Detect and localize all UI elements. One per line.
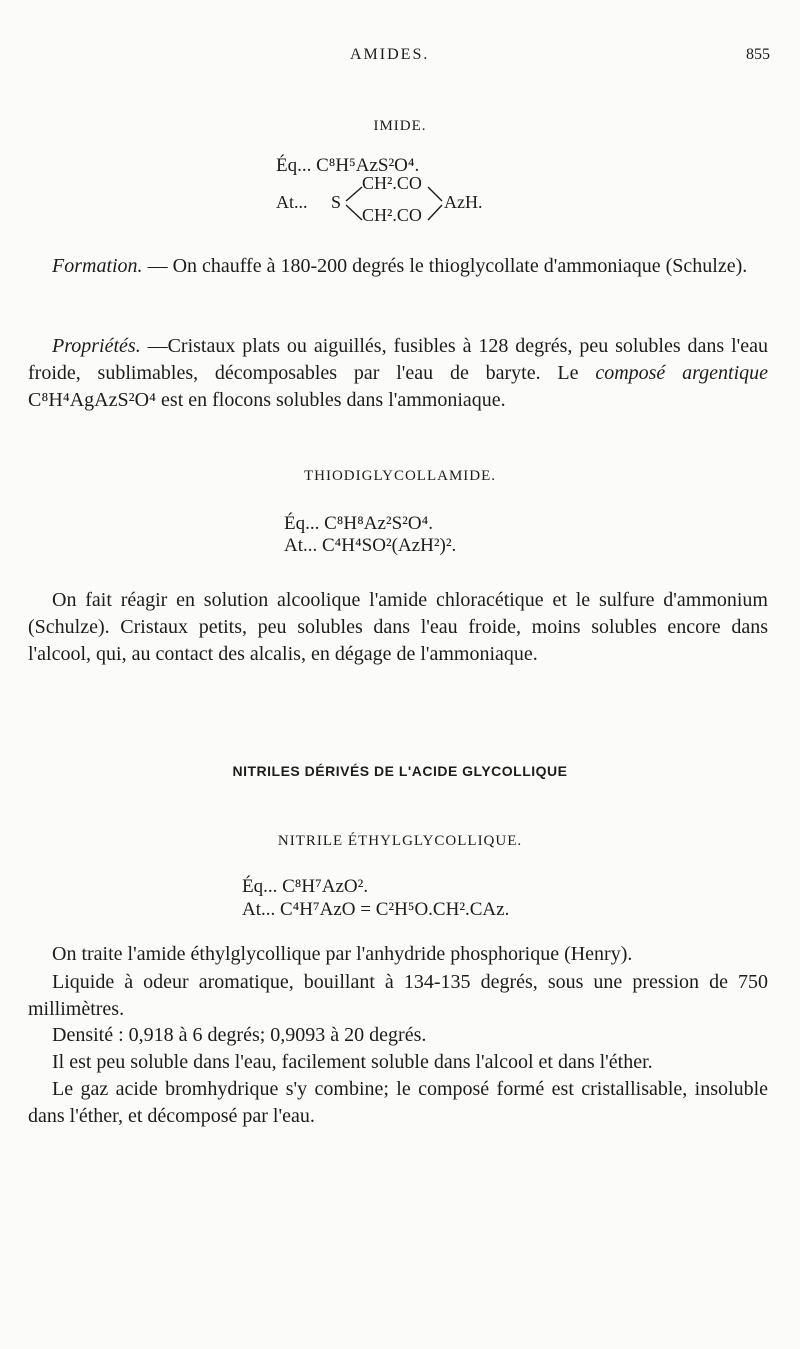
imide-at-structure [276,173,516,227]
page-header [0,46,800,70]
nitrile-paragraph-5: Le gaz acide bromhydrique s'y combine; le composé formé est cristallisable, insoluble dans l'éther, et décomposé par l'eau. [28,1078,768,1127]
eq-formula: C⁸H⁵AzS²O⁴. [316,155,420,176]
eq-label: Éq... [276,155,312,176]
ring-top: CH².CO [362,173,422,193]
thiodi-paragraph: On fait réagir en solution alcoolique l'amide chloracétique et le sulfure d'ammonium (Schulze). Cristaux petits, peu solubles dans l'eau froide, moins solubles encore dans l'alcool, qui, au contact des alcalis, en dégage de l'ammoniaque. [28,589,768,665]
properties-text-a: —Cristaux plats ou aiguillés, fusibles à 128 degrés, peu solubles dans l'eau froide, sublimables, décomposables par l'eau de baryte. Le [28,335,768,384]
thiodi-at-formula [284,535,456,557]
nitrile-paragraph-1: On traite l'amide éthylglycollique par l'anhydride phosphorique (Henry). [52,943,633,965]
thiodiglycollamide-heading: THIODIGLYCOLLAMIDE. [303,468,497,484]
page-number: 855 [746,46,770,63]
nitrile-at-formula [242,899,509,921]
at-label: At... [276,192,308,212]
nitrile-paragraph-4: Il est peu soluble dans l'eau, facilement soluble dans l'alcool et dans l'éther. [52,1051,653,1073]
nitrile-eq-formula [242,876,368,898]
at-formula: C⁴H⁴SO²(AzH²)². [322,535,457,556]
at-label: At... [242,899,276,920]
formation-label: Formation. [52,255,143,277]
at-label: At... [284,535,318,556]
nitrile-paragraph-3: Densité : 0,918 à 6 degrés; 0,9093 à 20 degrés. [52,1024,427,1046]
properties-italic: composé argentique [595,362,769,384]
imide-formation-paragraph [28,253,768,280]
imide-properties-paragraph [28,333,768,414]
properties-text-b: C⁸H⁴AgAzS²O⁴ est en flocons solubles dans l'ammoniaque. [28,389,506,411]
running-title: AMIDES. [350,46,430,63]
formation-text: — On chauffe à 180-200 degrés le thioglycollate d'ammoniaque (Schulze). [142,255,748,277]
ring-end: AzH. [444,192,483,212]
eq-label: Éq... [242,876,278,897]
imide-heading: IMIDE. [373,118,427,134]
sulfur-atom: S [331,192,342,212]
nitrile-heading: NITRILE ÉTHYLGLYCOLLIQUE. [277,833,523,849]
thiodi-eq-formula [284,513,433,535]
eq-formula: C⁸H⁷AzO². [282,876,369,897]
eq-formula: C⁸H⁸Az²S²O⁴. [324,513,433,534]
properties-label: Propriétés. [52,335,141,357]
ring-bottom: CH².CO [362,205,422,225]
section-heading: NITRILES DÉRIVÉS DE L'ACIDE GLYCOLLIQUE [232,763,568,779]
at-formula: C⁴H⁷AzO = C²H⁵O.CH².CAz. [280,899,510,920]
eq-label: Éq... [284,513,320,534]
nitrile-paragraph-2: Liquide à odeur aromatique, bouillant à 134-135 degrés, sous une pression de 750 millimètres. [28,971,768,1020]
